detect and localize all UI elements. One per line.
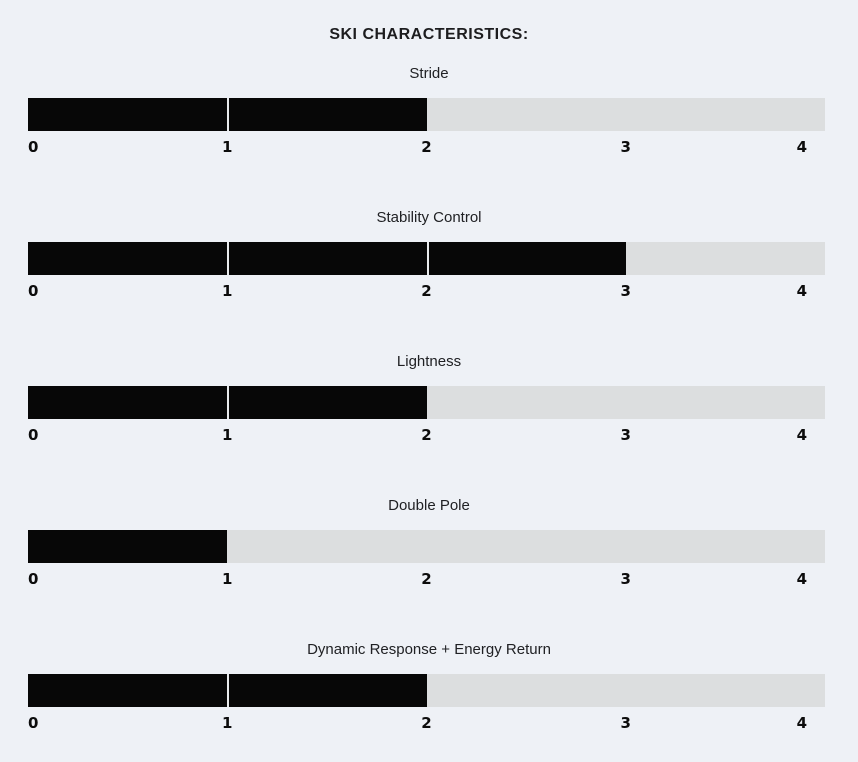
tick-label-4: 4 (796, 138, 807, 156)
tick-label-1: 1 (222, 282, 233, 300)
gauge-fill-segment (28, 242, 227, 275)
gauge-bar (28, 98, 825, 131)
gauge-fill-segment (227, 386, 426, 419)
tick-label-4: 4 (796, 282, 807, 300)
gauge-fill-segment (28, 98, 227, 131)
gauge-row (0, 352, 858, 444)
tick-label-0: 0 (28, 426, 39, 444)
tick-label-2: 2 (421, 714, 432, 732)
tick-label-2: 2 (421, 138, 432, 156)
tick-label-3: 3 (620, 714, 631, 732)
gauge-fill-segment (28, 530, 227, 563)
gauge-row (0, 64, 858, 156)
gauge-fill-segment (227, 98, 426, 131)
gauge-list (0, 64, 858, 732)
gauge-fill-segment (427, 242, 626, 275)
tick-label-0: 0 (28, 282, 39, 300)
gauge-row (0, 208, 858, 300)
gauge-bar (28, 530, 825, 563)
gauge-scale (28, 138, 825, 156)
tick-label-4: 4 (796, 570, 807, 588)
tick-label-2: 2 (421, 570, 432, 588)
gauge-row (0, 496, 858, 588)
gauge-label: Lightness (396, 353, 462, 370)
gauge-scale (28, 714, 825, 732)
gauge-scale (28, 282, 825, 300)
tick-label-4: 4 (796, 714, 807, 732)
tick-label-1: 1 (222, 570, 233, 588)
tick-label-0: 0 (28, 138, 39, 156)
tick-label-0: 0 (28, 570, 39, 588)
gauge-label: Double Pole (388, 497, 470, 514)
gauge-scale (28, 570, 825, 588)
gauge-label: Stride (409, 65, 449, 82)
tick-label-3: 3 (620, 426, 631, 444)
page-title: SKI CHARACTERISTICS: (329, 26, 529, 43)
gauge-row (0, 640, 858, 732)
tick-label-1: 1 (222, 426, 233, 444)
gauge-label: Dynamic Response + Energy Return (307, 641, 551, 658)
gauge-bar (28, 242, 825, 275)
tick-label-3: 3 (620, 138, 631, 156)
tick-label-2: 2 (421, 426, 432, 444)
tick-label-1: 1 (222, 714, 233, 732)
gauge-bar (28, 386, 825, 419)
tick-label-0: 0 (28, 714, 39, 732)
gauge-fill-segment (227, 674, 426, 707)
gauge-fill-segment (28, 386, 227, 419)
gauge-fill-segment (28, 674, 227, 707)
tick-label-3: 3 (620, 570, 631, 588)
gauge-label: Stability Control (376, 209, 482, 226)
tick-label-3: 3 (620, 282, 631, 300)
tick-label-1: 1 (222, 138, 233, 156)
gauge-fill-segment (227, 242, 426, 275)
gauge-bar (28, 674, 825, 707)
tick-label-2: 2 (421, 282, 432, 300)
tick-label-4: 4 (796, 426, 807, 444)
gauge-scale (28, 426, 825, 444)
